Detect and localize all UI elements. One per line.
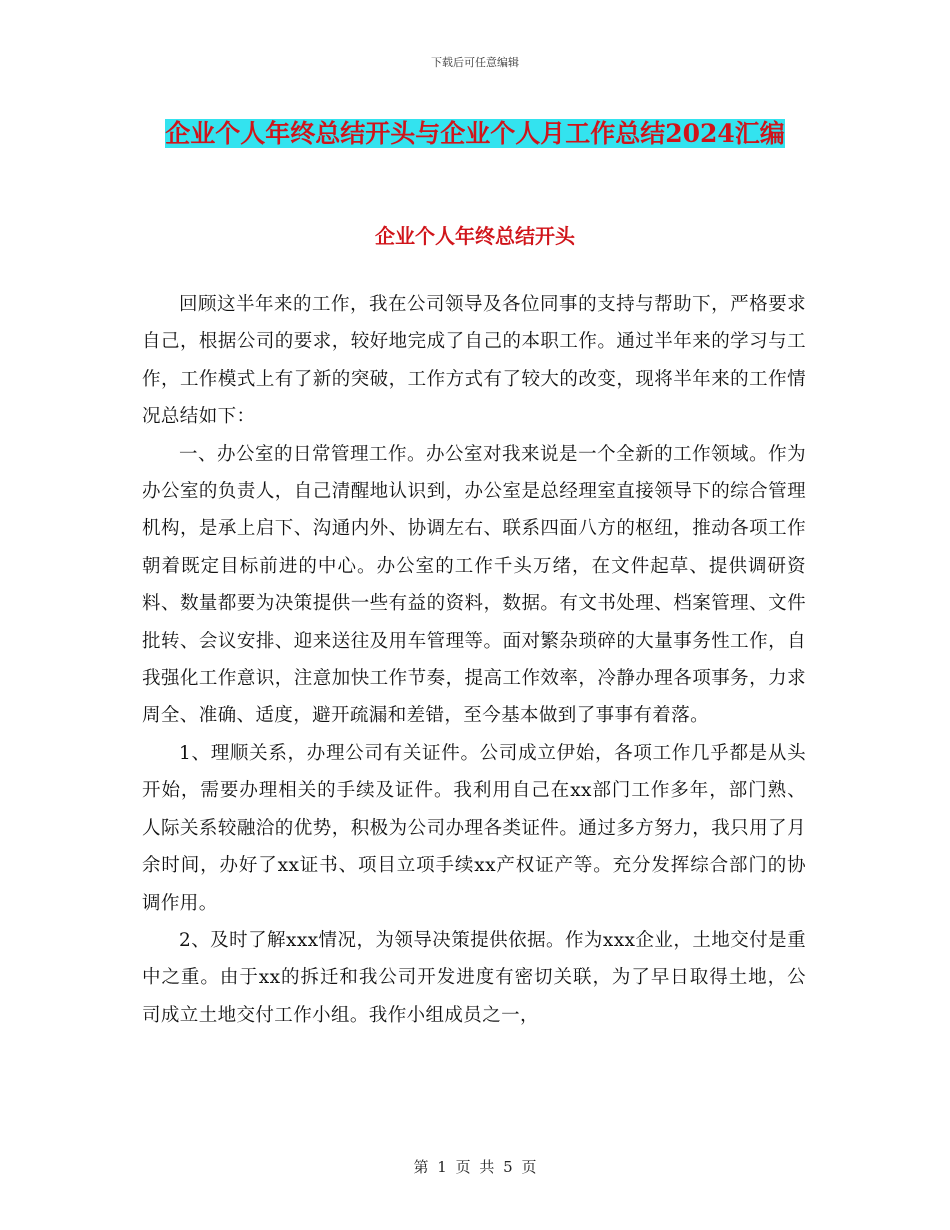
section-title: 企业个人年终总结开头	[375, 224, 575, 248]
paragraph-land-delivery: 2、及时了解xxx情况，为领导决策提供依据。作为xxx企业，土地交付是重中之重。由于xx的拆迁和我公司开发进度有密切关联，为了早日取得土地，公司成立土地交付工作小组。我作小组成员之一，	[142, 929, 806, 1026]
page-footer: 第 1 页 共 5 页	[413, 1158, 537, 1176]
body-text	[142, 286, 806, 1034]
header-note: 下载后可任意编辑	[431, 56, 519, 69]
paragraph-certificates: 1、理顺关系，办理公司有关证件。公司成立伊始，各项工作几乎都是从头开始，需要办理相关的手续及证件。我利用自己在xx部门工作多年，部门熟、人际关系较融洽的优势，积极为公司办理各类证件。通过多方努力，我只用了月余时间，办好了xx证书、项目立项手续xx产权证产等。充分发挥综合部门的协调作用。	[142, 742, 806, 914]
paragraph-office-management: 一、办公室的日常管理工作。办公室对我来说是一个全新的工作领域。作为办公室的负责人，自己清醒地认识到，办公室是总经理室直接领导下的综合管理机构，是承上启下、沟通内外、协调左右、联系四面八方的枢纽，推动各项工作朝着既定目标前进的中心。办公室的工作千头万绪，在文件起草、提供调研资料、数量都要为决策提供一些有益的资料，数据。有文书处理、档案管理、文件批转、会议安排、迎来送往及用车管理等。面对繁杂琐碎的大量事务性工作，自我强化工作意识，注意加快工作节奏，提高工作效率，冷静办理各项事务，力求周全、准确、适度，避开疏漏和差错，至今基本做到了事事有着落。	[142, 443, 806, 727]
paragraph-intro: 回顾这半年来的工作，我在公司领导及各位同事的支持与帮助下，严格要求自己，根据公司的要求，较好地完成了自己的本职工作。通过半年来的学习与工作，工作模式上有了新的突破，工作方式有了较大的改变，现将半年来的工作情况总结如下：	[142, 294, 806, 428]
document-title-text: 企业个人年终总结开头与企业个人月工作总结2024汇编	[165, 119, 785, 148]
document-title	[130, 112, 820, 156]
